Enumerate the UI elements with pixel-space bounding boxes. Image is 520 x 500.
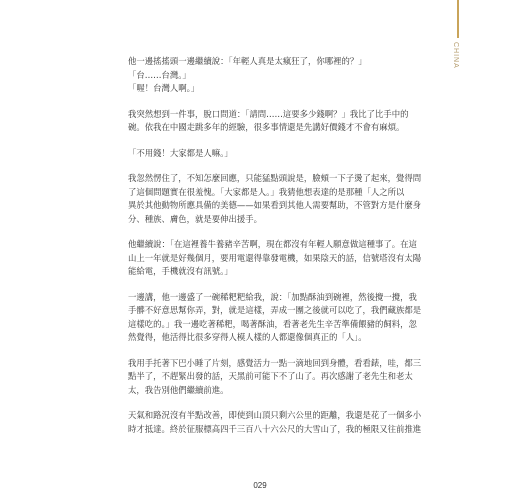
paragraph-2 <box>128 108 458 135</box>
text-line: 碗。依我在中國走跳多年的經驗，很多事情還是先講好價錢才不會有麻煩。 <box>128 122 405 132</box>
text-line: 「台……台灣。」 <box>128 69 191 80</box>
text-line: 能給電，手機就沒有訊號。」 <box>128 266 233 276</box>
paragraph-5 <box>128 238 458 279</box>
text-line: 分、種族、膚色，就是要伸出援手。 <box>128 213 262 224</box>
text-line: 「不用錢！大家都是人嘛。」 <box>128 147 233 158</box>
text-line: 這樣吃的。」我一邊吃著稀粑，喝著酥油，看著老先生辛苦準備餵豬的飼料，忽 <box>128 318 417 329</box>
text-line: 天氣和路況沒有半點改善，即使到山頂只剩六公里的距離，我還是花了一個多小 <box>128 410 422 420</box>
text-line: 我用手托著下巴小睡了片刻，感覺活力一點一滴地回到身體，看看錶，哇，都三 <box>128 357 422 368</box>
paragraph-8 <box>128 409 458 436</box>
text-line: 一邊講，他一邊盛了一碗稀粑粑給我，說：「加點酥油到碗裡，然後攪一攪，我 <box>128 291 417 302</box>
text-line: 手髒不好意思幫你弄，對，就是這樣，弄成一團之後就可以吃了，我們藏族都是 <box>128 305 422 315</box>
paragraph-3 <box>128 147 458 161</box>
text-line: 他一邊搖搖頭一邊繼續說：「年輕人真是太瘋狂了，你哪裡的？」 <box>128 56 367 66</box>
text-line: 然覺得，他活得比很多穿得人模人樣的人都還像個真正的「人」。 <box>128 332 367 342</box>
paragraph-1 <box>128 55 458 96</box>
text-line: 他繼續說：「在這裡養牛養豬辛苦啊，現在都沒有年輕人願意做這種事了。在這 <box>128 239 417 249</box>
text-line: 「喔！台灣人啊。」 <box>128 83 200 93</box>
text-line: 山上一年就是好幾個月，要用電還得靠發電機，如果陰天的話，信號塔沒有太陽 <box>128 252 422 263</box>
gold-divider-line <box>457 0 459 38</box>
text-line: 時才抵達。終於征服標高四千三百八十六公尺的大雪山了，我的極限又往前推進 <box>128 423 422 434</box>
paragraph-6 <box>128 291 458 345</box>
text-line: 我忽然愣住了，不知怎麼回應，只能猛點頭說是，臉頰一下子燙了起來，覺得問 <box>128 173 422 183</box>
body-text <box>128 55 458 448</box>
text-line: 我突然想到一件事，脫口問道：「請問……這要多少錢啊？」我比了比手中的 <box>128 108 409 119</box>
text-line: 點半了，不趕緊出發的話，天黑前可能下不了山了。再次感謝了老先生和老太 <box>128 371 413 381</box>
paragraph-7 <box>128 357 458 398</box>
paragraph-4 <box>128 172 458 226</box>
text-line: 了這個問題實在很羞愧。「大家都是人。」我猜他想表達的是那種「人之所以 <box>128 186 405 197</box>
text-line: 異於其他動物所應具備的美德——如果看到其他人需要幫助，不管對方是什麼身 <box>128 200 422 210</box>
text-line: 太，我告別他們繼續前進。 <box>128 384 229 395</box>
chapter-side-tab: CHINA <box>452 42 459 69</box>
page-number: 029 <box>253 481 267 490</box>
